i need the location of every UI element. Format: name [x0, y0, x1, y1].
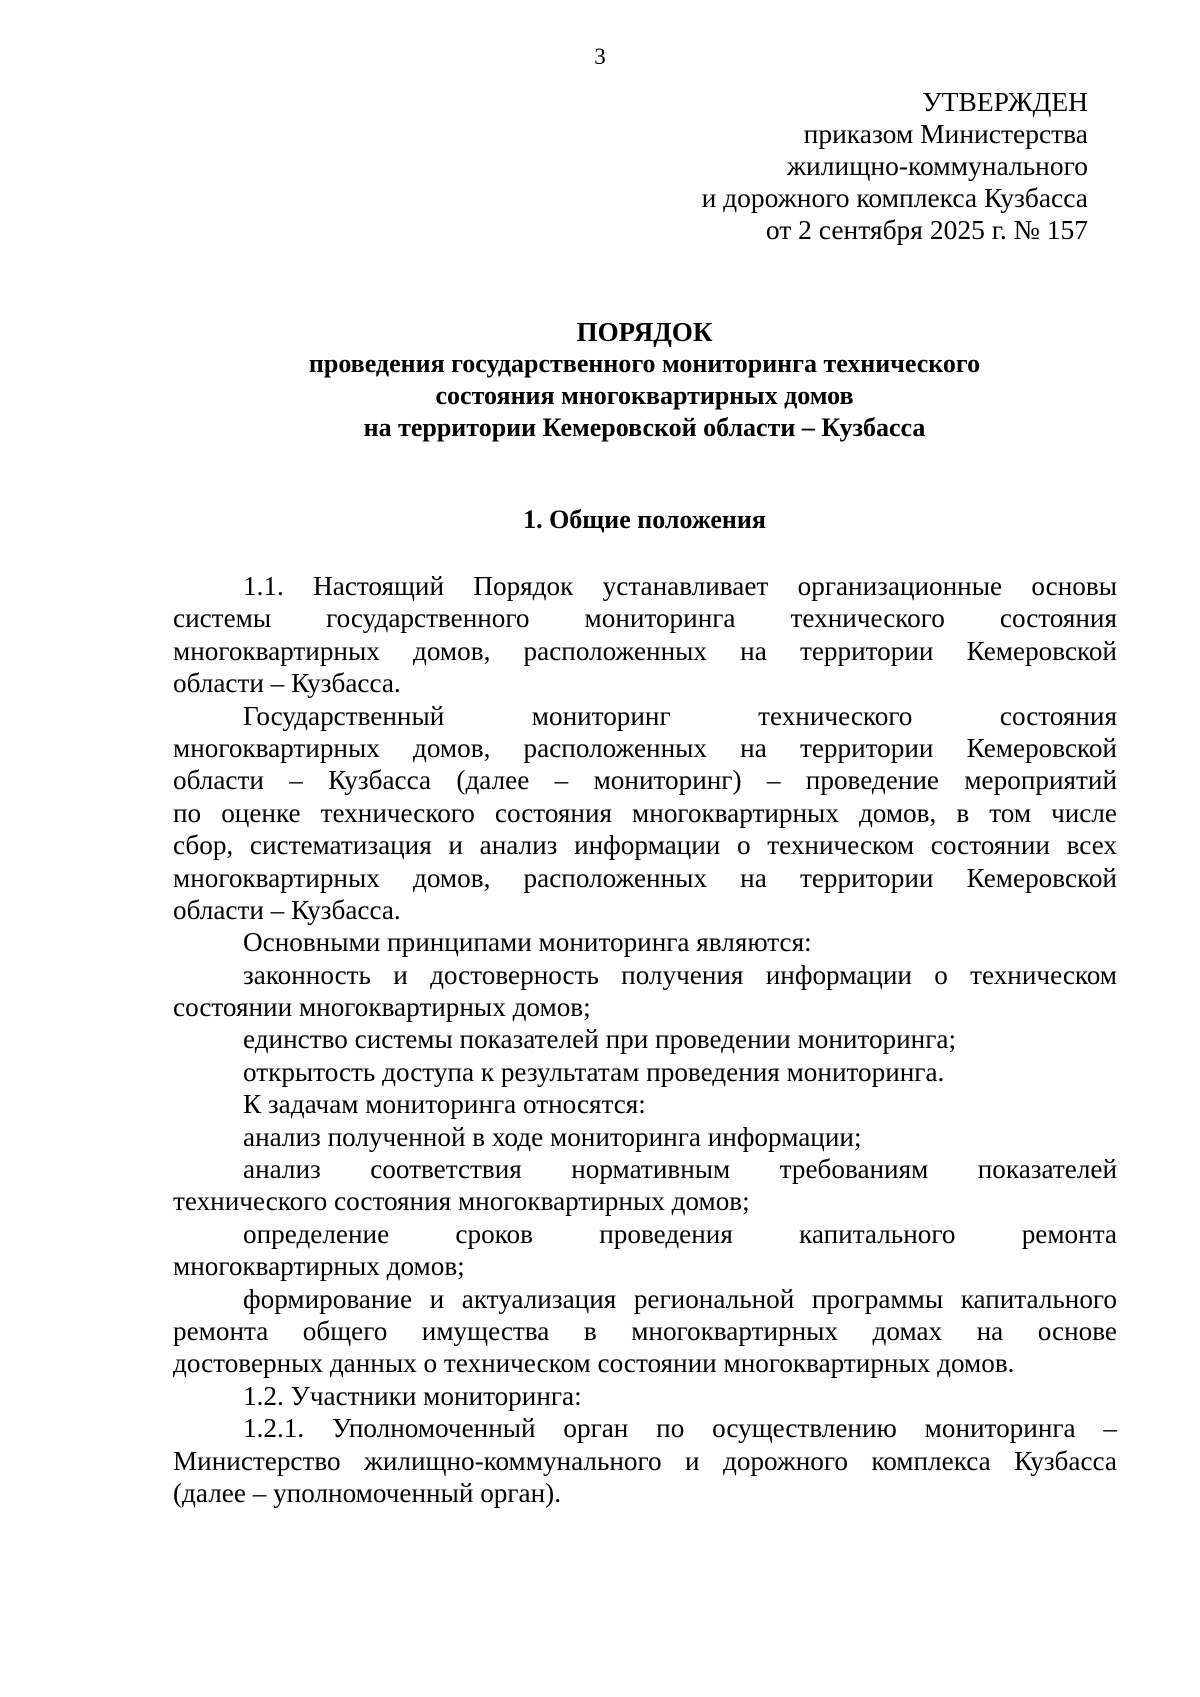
paragraph-line: законность и достоверность получения информации о техническом: [243, 959, 1117, 990]
paragraph: [173, 570, 1117, 700]
paragraph: [173, 926, 1117, 958]
paragraph-line: единство системы показателей при проведении мониторинга;: [243, 1024, 957, 1055]
paragraph-line: многоквартирных домов, расположенных на территории Кемеровской: [173, 635, 1117, 666]
paragraph: [173, 1023, 1117, 1055]
paragraph: [173, 1153, 1117, 1218]
paragraph-line: ремонта общего имущества в многоквартирных домах на основе: [173, 1315, 1117, 1346]
document-subtitle-line: проведения государственного мониторинга технического: [308, 349, 981, 378]
paragraph-line: открытость доступа к результатам проведения мониторинга.: [243, 1056, 945, 1087]
paragraph-line: системы государственного мониторинга технического состояния: [173, 603, 1117, 634]
paragraph-line: Государственный мониторинг технического состояния: [243, 700, 1117, 731]
paragraph-line: формирование и актуализация региональной программы капитального: [243, 1283, 1117, 1314]
paragraph: [173, 1088, 1117, 1120]
paragraph: [173, 1283, 1117, 1380]
document-title: [172, 316, 1117, 444]
document-title-main: ПОРЯДОК: [576, 317, 713, 347]
paragraph-line: достоверных данных о техническом состоянии многоквартирных домов.: [173, 1348, 1015, 1379]
body-text: [173, 570, 1117, 1509]
page-number: 3: [594, 44, 606, 69]
paragraph-line: анализ полученной в ходе мониторинга информации;: [243, 1121, 862, 1152]
paragraph: [173, 1380, 1117, 1412]
paragraph-line: многоквартирных домов;: [173, 1251, 465, 1282]
paragraph-line: Основными принципами мониторинга являются:: [243, 927, 812, 958]
approval-status: УТВЕРЖДЕН: [922, 86, 1088, 117]
paragraph-line: области – Кузбасса (далее – мониторинг) – проведение мероприятий: [173, 765, 1117, 796]
paragraph-line: (далее – уполномоченный орган).: [173, 1477, 562, 1508]
approval-line: и дорожного комплекса Кузбасса: [701, 182, 1088, 213]
document-subtitle-line: на территории Кемеровской области – Кузбасса: [363, 413, 926, 442]
paragraph: [173, 1056, 1117, 1088]
paragraph-line: области – Кузбасса.: [173, 668, 401, 699]
approval-line: приказом Министерства: [803, 118, 1088, 149]
paragraph-line: по оценке технического состояния многоквартирных домов, в том числе: [173, 797, 1117, 828]
paragraph-line: области – Кузбасса.: [173, 894, 401, 925]
paragraph: [173, 1412, 1117, 1509]
approval-block: [702, 86, 1088, 246]
paragraph-line: Министерство жилищно-коммунального и дорожного комплекса Кузбасса: [173, 1445, 1117, 1476]
paragraph-line: многоквартирных домов, расположенных на территории Кемеровской: [173, 862, 1117, 893]
section-heading: 1. Общие положения: [523, 505, 766, 534]
paragraph-line: К задачам мониторинга относятся:: [243, 1089, 646, 1120]
paragraph-line: 1.1. Настоящий Порядок устанавливает организационные основы: [243, 571, 1117, 601]
paragraph-line: 1.2.1. Уполномоченный орган по осуществлению мониторинга –: [243, 1413, 1117, 1444]
approval-line: жилищно-коммунального: [787, 150, 1088, 181]
paragraph: [173, 1121, 1117, 1153]
document-subtitle-line: состояния многоквартирных домов: [435, 381, 854, 410]
paragraph: [173, 700, 1117, 927]
paragraph-line: определение сроков проведения капитального ремонта: [243, 1218, 1117, 1249]
paragraph: [173, 959, 1117, 1024]
paragraph-line: технического состояния многоквартирных домов;: [173, 1186, 750, 1217]
paragraph-line: многоквартирных домов, расположенных на территории Кемеровской: [173, 732, 1117, 763]
paragraph-line: анализ соответствия нормативным требованиям показателей: [243, 1154, 1117, 1185]
paragraph: [173, 1218, 1117, 1283]
paragraph-line: 1.2. Участники мониторинга:: [243, 1380, 582, 1411]
paragraph-line: состоянии многоквартирных домов;: [173, 992, 591, 1023]
paragraph-line: сбор, систематизация и анализ информации о техническом состоянии всех: [173, 830, 1117, 861]
approval-line: от 2 сентября 2025 г. № 157: [765, 214, 1088, 245]
